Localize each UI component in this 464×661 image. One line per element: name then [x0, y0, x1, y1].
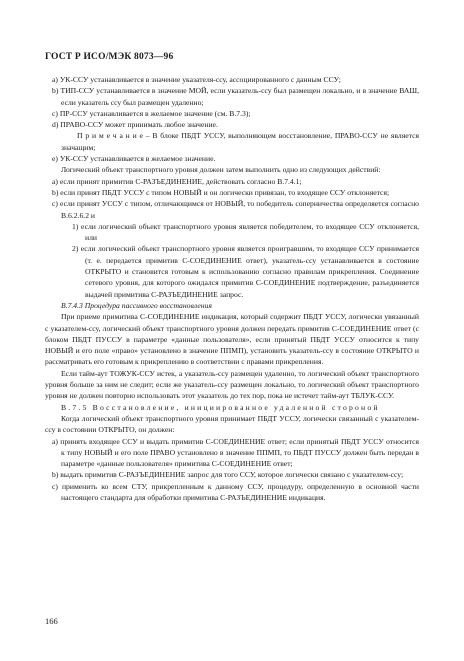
paragraph: d) ПРАВО-ССУ может принимать любое значение. [52, 120, 218, 130]
page-header: ГОСТ Р ИСО/МЭК 8073—96 [45, 52, 174, 62]
paragraph: В.7.4.3 Процедура пассивного восстановления [61, 300, 212, 310]
paragraph: a) принять входящее ССУ и выдать примитив С-СОЕДИНЕНИЕ ответ; если принятый ПБДТ УССУ относится к типу НОВЫЙ и его поле ПРАВО установлено в значение ППМП, то ПБДТ ПУССУ должен быть передан в параметре «данные пользователя» примитива С-СОЕДИНЕНИЕ ответ; [52, 436, 419, 469]
document-body [45, 74, 419, 503]
paragraph: b) если принят ПБДТ УССУ с типом НОВЫЙ и он логически привязан, то входящее ССУ отклоняется; [52, 187, 390, 197]
paragraph: 2) если логический объект транспортного уровня является проигравшим, то входящее ССУ принимается (т. е. передается примитив С-СОЕДИНЕНИЕ ответ), указатель-ссу устанавливается в состояние ОТКРЫТО и становится готовым к использованию согласно правилам прикрепления. Соединение сетевого уровня, для которого ожидался примитив С-СОЕДИНЕНИЕ подтверждение, разъединяется выдачей примитива С-РАЗЪЕДИНЕНИЕ запрос. [72, 244, 419, 299]
paragraph: a) если принят примитив С-РАЗЪЕДИНЕНИЕ, действовать согласно В.7.4.1; [52, 176, 302, 186]
paragraph: При приеме примитива С-СОЕДИНЕНИЕ индикация, который содержит ПБДТ УССУ, логически увязанный с указателем-ссу, логический объект транспортного уровня должен передать примитив С-СОЕДИНЕНИЕ ответ (с блоком ПБДТ ПУССУ в параметре «данные пользователя», если принятый ПБДТ УССУ относится к типу НОВЫЙ и его поле «право» установлено в значение ППМП), установить указатель-ссу в состояние ОТКРЫТО и рассматривать его готовым к прикреплению в соответствии с правами прикрепления. [45, 312, 419, 367]
paragraph: c) если принят УССУ с типом, отличающимся от НОВЫЙ, то победитель соперничества определяется согласно В.6.2.6.2 и [52, 199, 419, 220]
paragraph: Если тайм-аут ТОЖУК-ССУ истек, а указатель-ссу размещен удаленно, то логический объект транспортного уровня больше за ним не следит; если же указатель-ссу размещен локально, то логический объект транспортного уровня не должен повторно использовать этот указатель до тех пор, пока не истечет тайм-аут ТБЛУК-ССУ. [45, 368, 419, 401]
paragraph: e) УК-ССУ устанавливается в желаемое значение. [52, 154, 216, 164]
paragraph: П р и м е ч а н и е – В блоке ПБДТ УССУ, выполняющем восстановление, ПРАВО-ССУ не является значащим; [61, 131, 419, 152]
paragraph: В.7.5 Восстановление, инициированное удаленной стороной [61, 402, 380, 412]
paragraph: Когда логический объект транспортного уровня принимает ПБДТ УССУ, логически связанный с указателем-ссу в состоянии ОТКРЫТО, он должен: [45, 413, 419, 435]
paragraph: a) УК-ССУ устанавливается в значение указателя-ссу, ассоциированного с данным ССУ; [52, 75, 341, 84]
paragraph: Логический объект транспортного уровня должен затем выполнить одно из следующих действий: [61, 165, 381, 175]
paragraph: c) применить ко всем СТУ, прикрепленным к данному ССУ, процедуру, определенную в основной части настоящего стандарта для обработки примитива С-РАЗЪЕДИНЕНИЕ индикация. [52, 481, 419, 502]
paragraph: 1) если логический объект транспортного уровня является победителем, то входящее ССУ отклоняется, или [72, 221, 419, 243]
paragraph: b) ТИП-ССУ устанавливается в значение МОЙ, если указатель-ссу был размещен локально, и в значение ВАШ, если указатель ссу был размещен удаленно; [52, 86, 419, 107]
paragraph: c) ПР-ССУ устанавливается в желаемое значение (см. В.7.3); [52, 108, 251, 118]
paragraph: b) выдать примитив С-РАЗЪЕДИНЕНИЕ запрос для того ССУ, которое логически связано с указателем-ссу; [52, 470, 404, 480]
page-number: 166 [45, 616, 58, 626]
